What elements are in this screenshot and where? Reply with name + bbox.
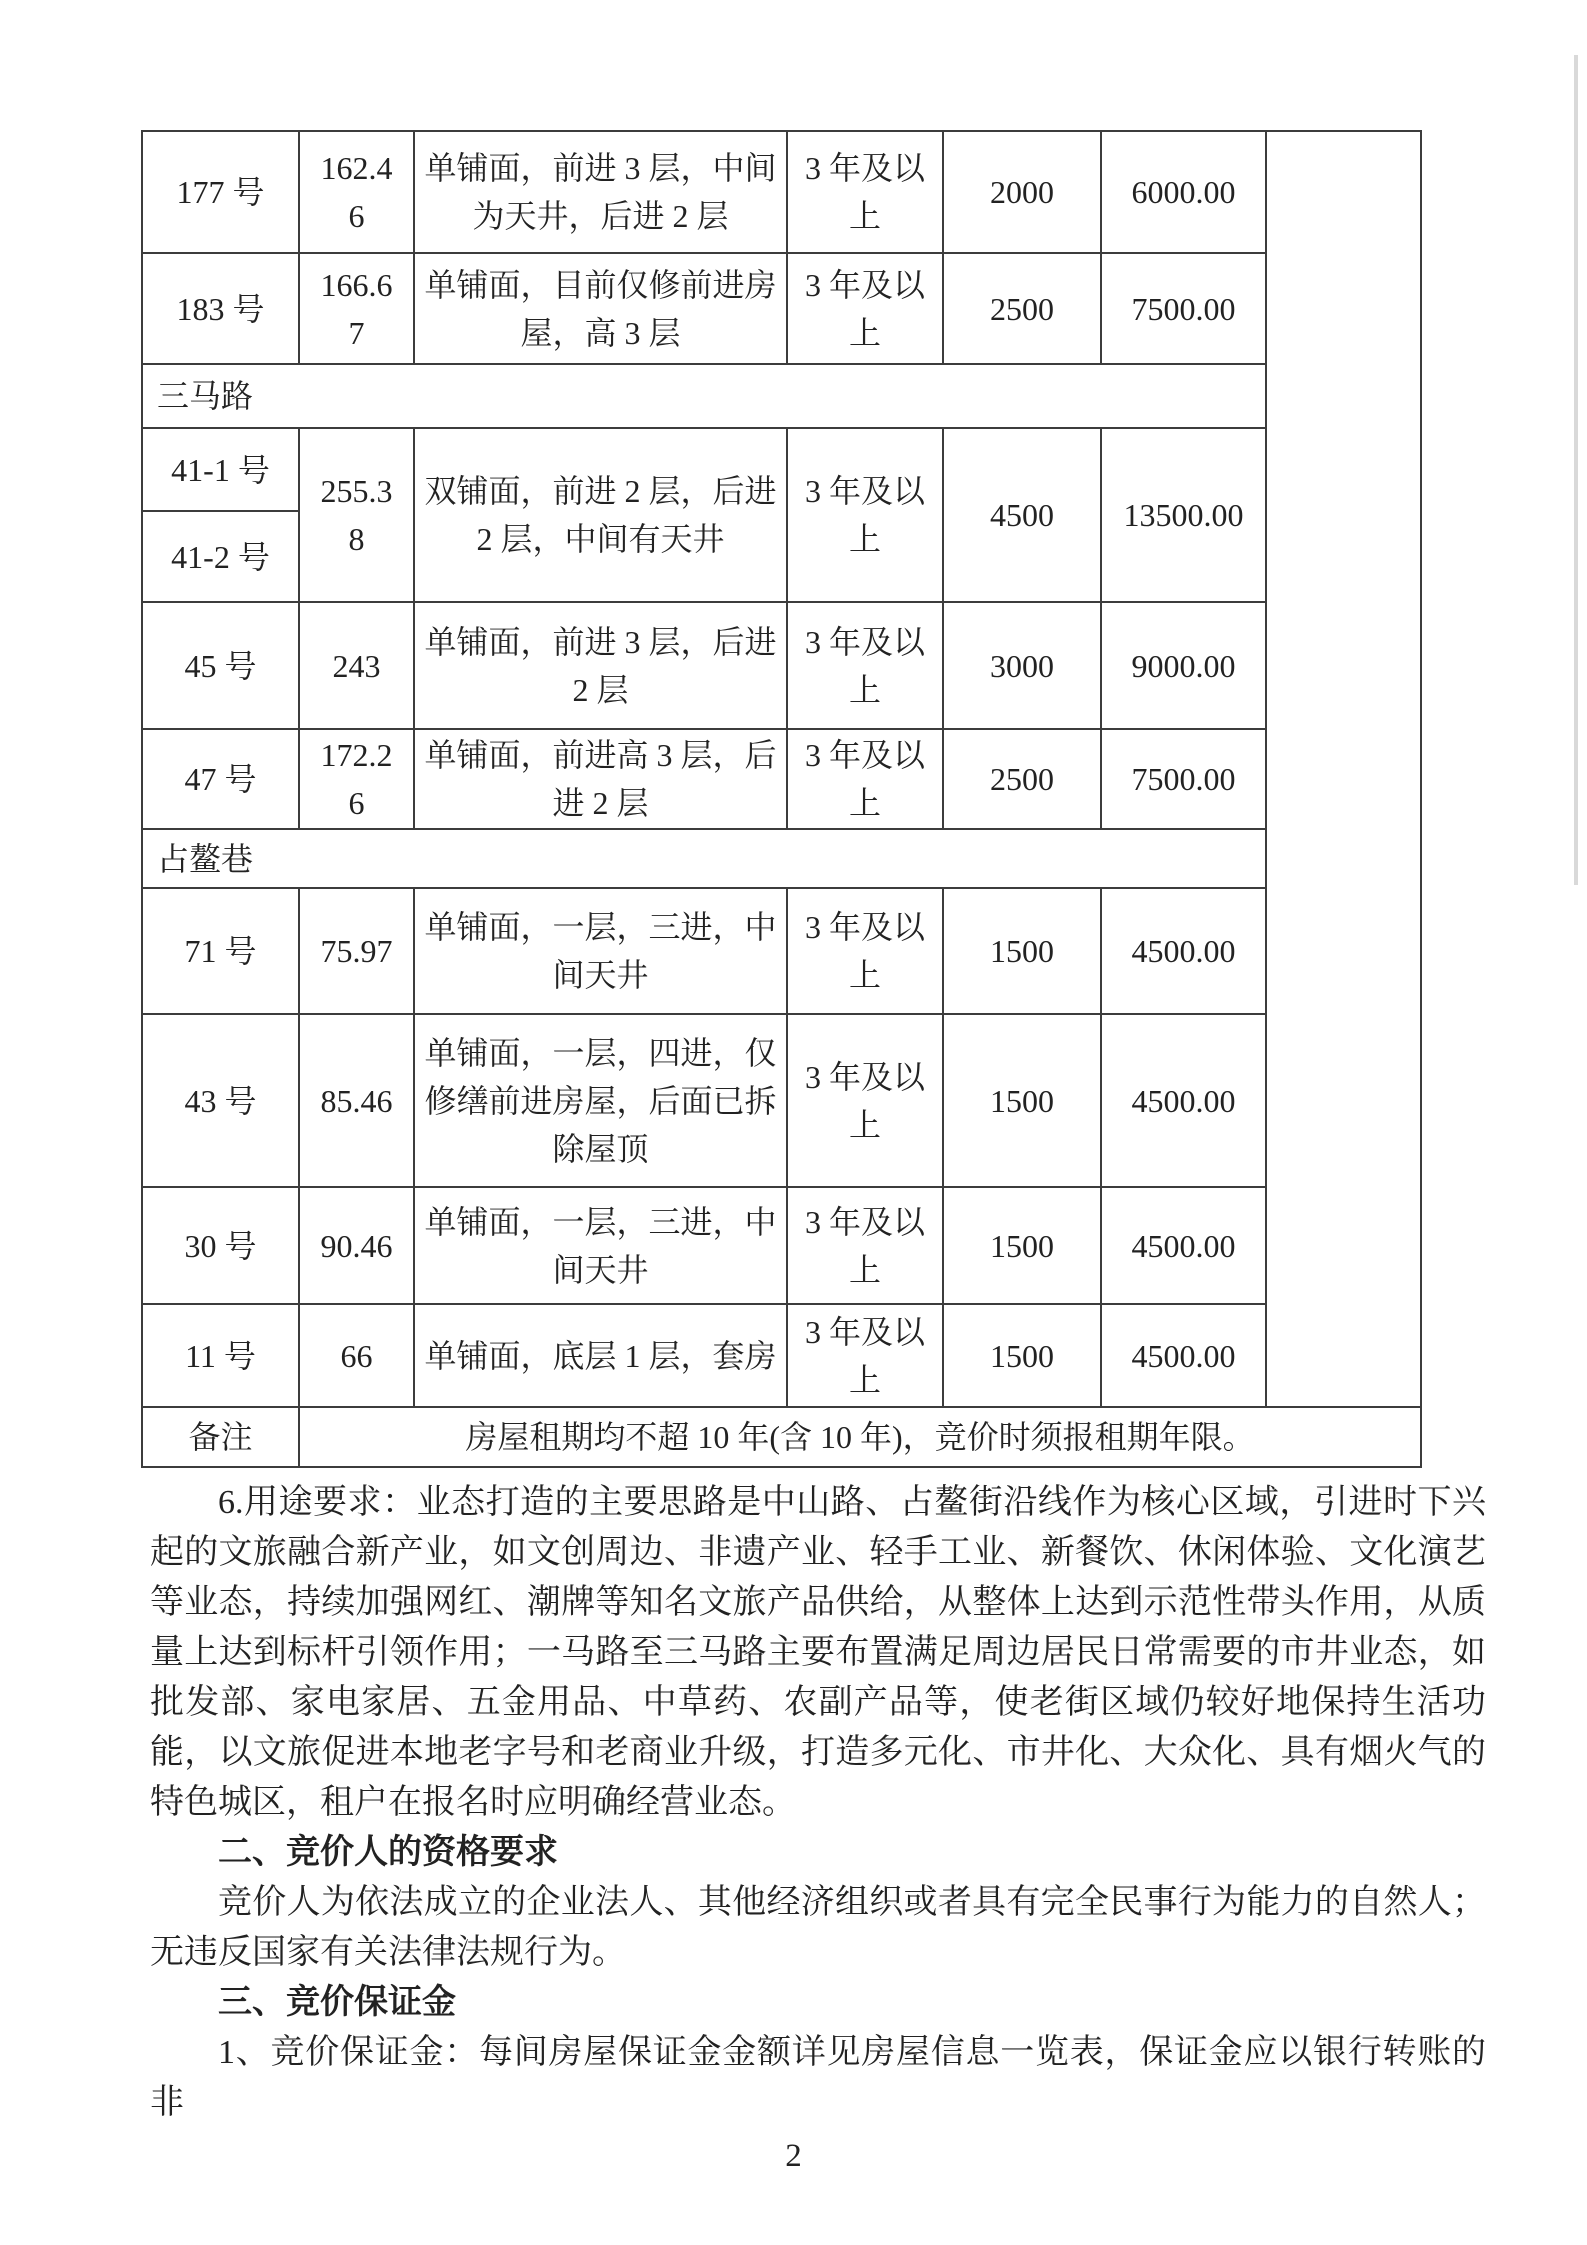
- area-cell: 85.46: [299, 1014, 414, 1187]
- house-number-cell: 71 号: [142, 888, 299, 1014]
- house-number-cell: 41-1 号: [142, 428, 299, 511]
- rent-cell: 1500: [943, 1014, 1101, 1187]
- term-cell: 3 年及以上: [787, 729, 943, 829]
- deposit-cell: 7500.00: [1101, 253, 1266, 364]
- description-cell: 单铺面，目前仅修前进房屋，高 3 层: [414, 253, 787, 364]
- deposit-cell: 4500.00: [1101, 1304, 1266, 1407]
- description-cell: 单铺面，前进 3 层，中间为天井，后进 2 层: [414, 131, 787, 253]
- description-cell: 单铺面，底层 1 层，套房: [414, 1304, 787, 1407]
- deposit-cell: 6000.00: [1101, 131, 1266, 253]
- term-cell: 3 年及以上: [787, 253, 943, 364]
- house-number-cell: 177 号: [142, 131, 299, 253]
- section-row: [142, 829, 1421, 888]
- deposit-cell: 13500.00: [1101, 428, 1266, 602]
- area-cell: 90.46: [299, 1187, 414, 1304]
- rent-cell: 2000: [943, 131, 1101, 253]
- deposit-cell: 4500.00: [1101, 1014, 1266, 1187]
- section-row: [142, 364, 1421, 428]
- paragraph-usage-requirements: 6.用途要求：业态打造的主要思路是中山路、占鳌街沿线作为核心区域，引进时下兴起的文旅融合新产业，如文创周边、非遗产业、轻手工业、新餐饮、休闲体验、文化演艺等业态，持续加强网红、潮牌等知名文旅产品供给，从整体上达到示范性带头作用，从质量上达到标杆引领作用；一马路至三马路主要布置满足周边居民日常需要的市井业态，如批发部、家电家居、五金用品、中草药、农副产品等，使老街区域仍较好地保持生活功能，以文旅促进本地老字号和老商业升级，打造多元化、市井化、大众化、具有烟火气的特色城区，租户在报名时应明确经营业态。: [150, 1484, 1486, 1821]
- body-text: [150, 1478, 1486, 2128]
- area-cell: 166.67: [299, 253, 414, 364]
- deposit-cell: 4500.00: [1101, 1187, 1266, 1304]
- house-number-cell: 45 号: [142, 602, 299, 729]
- area-cell: 75.97: [299, 888, 414, 1014]
- deposit-cell: 9000.00: [1101, 602, 1266, 729]
- rent-cell: 3000: [943, 602, 1101, 729]
- paragraph-bidder-qualification: 竞价人为依法成立的企业法人、其他经济组织或者具有完全民事行为能力的自然人；无违反国家有关法律法规行为。: [150, 1884, 1486, 1971]
- house-number-cell: 43 号: [142, 1014, 299, 1187]
- area-cell: 255.38: [299, 428, 414, 602]
- table-row: [142, 1014, 1421, 1187]
- term-cell: 3 年及以上: [787, 888, 943, 1014]
- property-table: [141, 130, 1422, 1468]
- term-cell: 3 年及以上: [787, 1304, 943, 1407]
- house-number-cell: 30 号: [142, 1187, 299, 1304]
- heading-bid-deposit: 三、竞价保证金: [218, 1984, 456, 2021]
- area-cell: 162.46: [299, 131, 414, 253]
- term-cell: 3 年及以上: [787, 1187, 943, 1304]
- term-cell: 3 年及以上: [787, 428, 943, 602]
- remark-text-cell: 房屋租期均不超 10 年(含 10 年)，竞价时须报租期年限。: [299, 1407, 1421, 1467]
- area-cell: 172.26: [299, 729, 414, 829]
- deposit-cell: 4500.00: [1101, 888, 1266, 1014]
- table-row: [142, 253, 1421, 364]
- table-row: [142, 729, 1421, 829]
- description-cell: 单铺面，前进高 3 层，后进 2 层: [414, 729, 787, 829]
- term-cell: 3 年及以上: [787, 131, 943, 253]
- description-cell: 双铺面，前进 2 层，后进 2 层，中间有天井: [414, 428, 787, 602]
- rent-cell: 2500: [943, 729, 1101, 829]
- remark-label-cell: 备注: [142, 1407, 299, 1467]
- table-row: [142, 1304, 1421, 1407]
- scan-edge-artifact: [1574, 55, 1578, 885]
- section-label-zhanaoxiang: 占鳌巷: [142, 829, 1266, 888]
- description-cell: 单铺面，前进 3 层，后进 2 层: [414, 602, 787, 729]
- table-row: [142, 131, 1421, 253]
- house-number-cell: 41-2 号: [142, 511, 299, 602]
- page-number: 2: [785, 2138, 802, 2174]
- area-cell: 66: [299, 1304, 414, 1407]
- area-cell: 243: [299, 602, 414, 729]
- description-cell: 单铺面，一层，三进，中间天井: [414, 888, 787, 1014]
- description-cell: 单铺面，一层，三进，中间天井: [414, 1187, 787, 1304]
- remark-column-cell: [1266, 131, 1421, 1407]
- deposit-cell: 7500.00: [1101, 729, 1266, 829]
- rent-cell: 1500: [943, 1187, 1101, 1304]
- rent-cell: 2500: [943, 253, 1101, 364]
- house-number-cell: 47 号: [142, 729, 299, 829]
- rent-cell: 1500: [943, 888, 1101, 1014]
- table-row: [142, 888, 1421, 1014]
- description-cell: 单铺面，一层，四进，仅修缮前进房屋，后面已拆除屋顶: [414, 1014, 787, 1187]
- table-row: [142, 1187, 1421, 1304]
- term-cell: 3 年及以上: [787, 602, 943, 729]
- table-row: [142, 602, 1421, 729]
- term-cell: 3 年及以上: [787, 1014, 943, 1187]
- section-label-sanmalu: 三马路: [142, 364, 1266, 428]
- rent-cell: 4500: [943, 428, 1101, 602]
- table-row: [142, 428, 1421, 511]
- remark-row: [142, 1407, 1421, 1467]
- paragraph-bid-deposit: 1、竞价保证金：每间房屋保证金金额详见房屋信息一览表，保证金应以银行转账的非: [150, 2034, 1486, 2121]
- house-number-cell: 11 号: [142, 1304, 299, 1407]
- house-number-cell: 183 号: [142, 253, 299, 364]
- heading-bidder-qualification: 二、竞价人的资格要求: [218, 1834, 558, 1871]
- rent-cell: 1500: [943, 1304, 1101, 1407]
